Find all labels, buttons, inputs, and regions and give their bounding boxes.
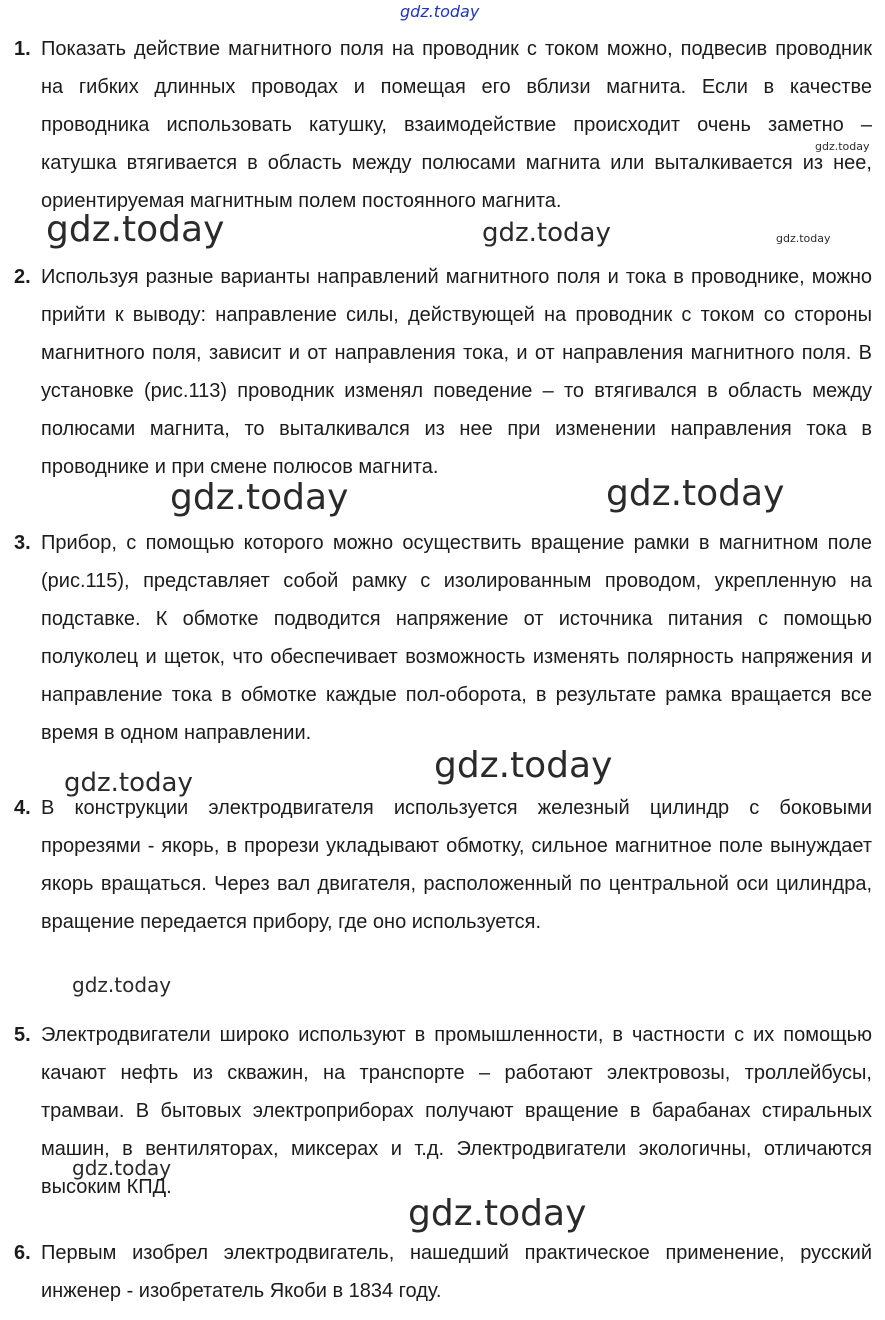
answer-text: Показать действие магнитного поля на проводник с током можно, подвесив проводник на гибких длинных проводах и помещая его вблизи магнита. Если в качестве проводника использовать катушку, взаимодействие происходит очень заметно – катушка втягивается в область между полюсами магнита или выталкивается из нее, ориентируемая магнитным полем постоянного магнита. [41, 38, 872, 212]
watermark-small-1: gdz.today [815, 140, 870, 153]
answer-text: Прибор, с помощью которого можно осуществить вращение рамки в магнитном поле (рис.115), представляет собой рамку с изолированным проводом, укрепленную на подставке. К обмотке подводится напряжение от источника питания с помощью полуколец и щеток, что обеспечивает возможность изменять полярность напряжения и направление тока в обмотке каждые пол-оборота, в результате рамка вращается все время в одном направлении. [41, 532, 872, 744]
answer-text: Первым изобрел электродвигатель, нашедший практическое применение, русский инженер - изобретатель Якоби в 1834 году. [41, 1242, 872, 1302]
answer-number: 2. [14, 266, 31, 288]
watermark-large-2: gdz.today [170, 477, 349, 518]
answer-text: Используя разные варианты направлений магнитного поля и тока в проводнике, можно прийти к выводу: направление силы, действующей на проводник с током со стороны магнитного поля, зависит и от направления тока, и от направления магнитного поля. В установке (рис.113) проводник изменял поведение – то втягивался в область между полюсами магнита, то выталкивался из нее при изменении направления тока в проводнике и при смене полюсов магнита. [41, 266, 872, 478]
watermark-large-5: gdz.today [408, 1193, 587, 1234]
watermark-top: gdz.today [400, 2, 480, 21]
watermark-large-4: gdz.today [434, 745, 613, 786]
answer-number: 4. [14, 797, 31, 819]
watermark-medium-1: gdz.today [482, 218, 611, 248]
answer-number: 1. [14, 38, 31, 60]
answer-2 [14, 258, 872, 486]
watermark-large-1: gdz.today [46, 209, 225, 250]
answer-5 [14, 1016, 872, 1206]
answer-number: 6. [14, 1242, 31, 1264]
answer-4 [14, 789, 872, 941]
watermark-medium-4: gdz.today [72, 1156, 172, 1180]
answer-number: 5. [14, 1024, 31, 1046]
answer-number: 3. [14, 532, 31, 554]
answer-text: Электродвигатели широко используют в промышленности, в частности с их помощью качают нефть из скважин, на транспорте – работают электровозы, троллейбусы, трамваи. В бытовых электроприборах получают вращение в барабанах стиральных машин, в вентиляторах, миксерах и т.д. Электродвигатели экологичны, отличаются высоким КПД. [41, 1024, 872, 1198]
answer-1 [14, 30, 872, 220]
answer-3 [14, 524, 872, 752]
answer-6 [14, 1234, 872, 1310]
watermark-large-3: gdz.today [606, 473, 785, 514]
watermark-medium-3: gdz.today [72, 973, 172, 997]
watermark-medium-2: gdz.today [64, 768, 193, 798]
watermark-small-2: gdz.today [776, 232, 831, 245]
answer-text: В конструкции электродвигателя используется железный цилиндр с боковыми прорезями - якорь, в прорези укладывают обмотку, сильное магнитное поле вынуждает якорь вращаться. Через вал двигателя, расположенный по центральной оси цилиндра, вращение передается прибору, где оно используется. [41, 797, 872, 933]
